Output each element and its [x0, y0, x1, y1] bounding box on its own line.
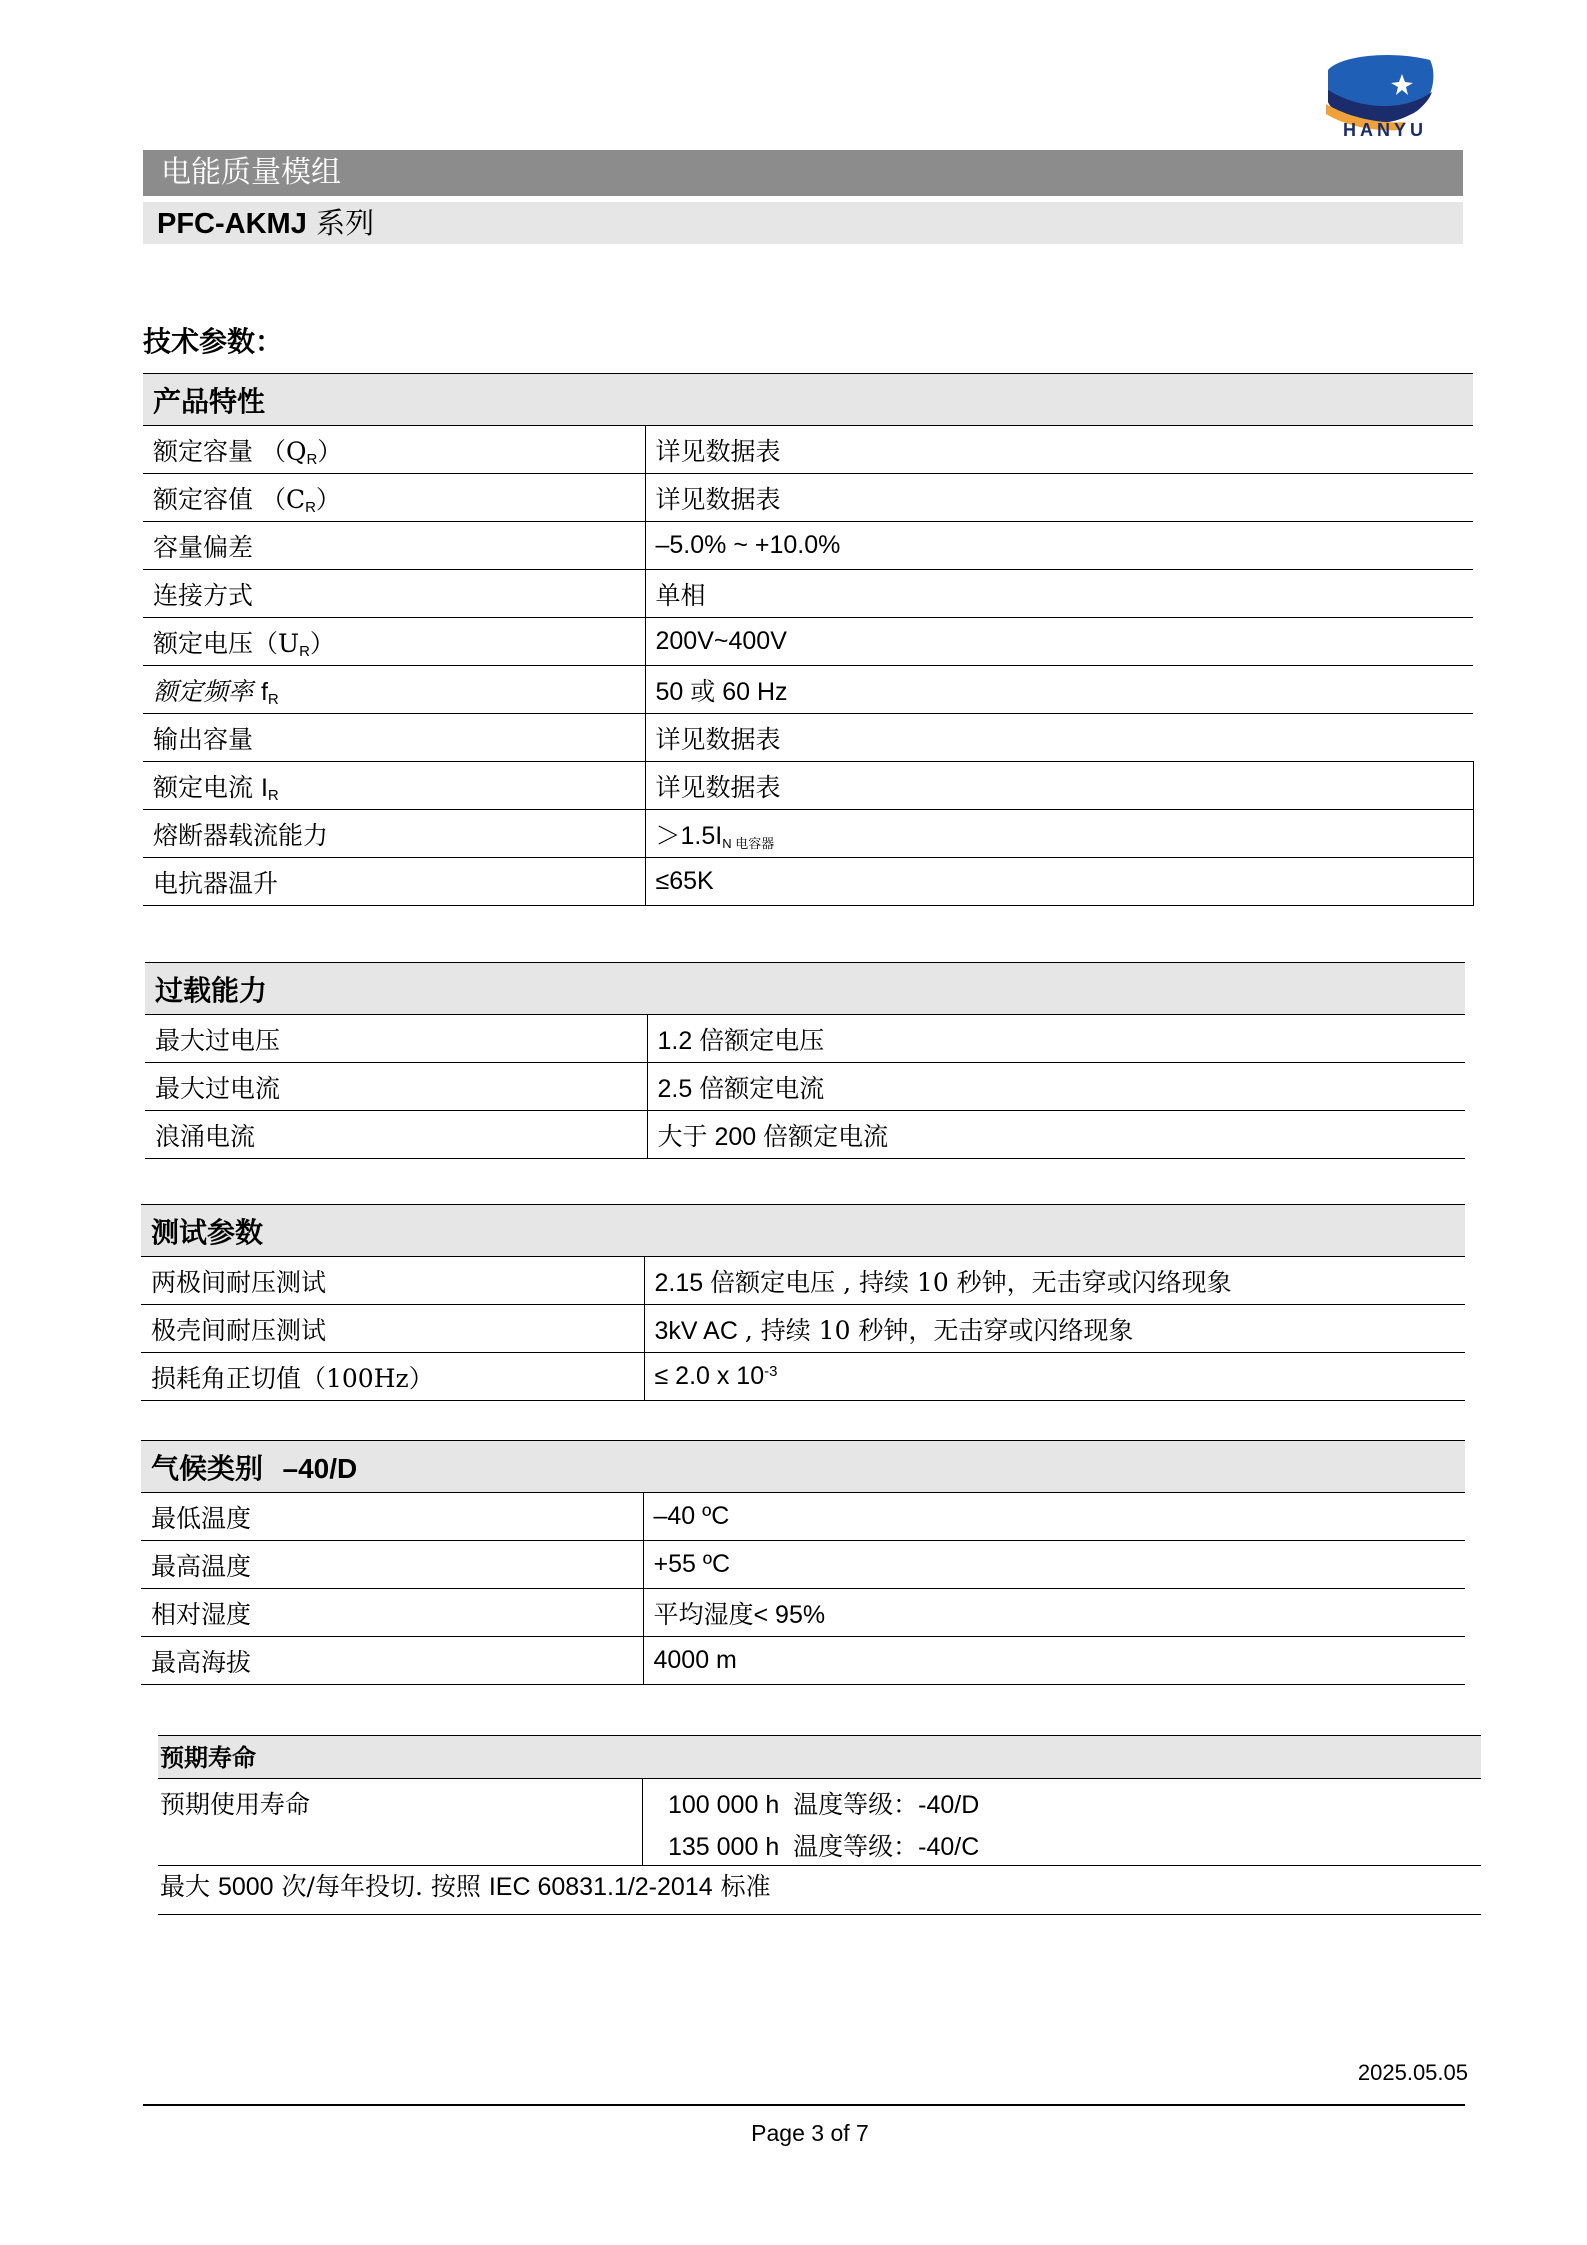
table-row: [141, 1305, 1465, 1353]
life-value-d: 100 000 h 温度等级：-40/D: [668, 1790, 980, 1819]
row-label: 浪涌电流: [145, 1111, 647, 1159]
test-table: [141, 1204, 1465, 1401]
row-label: 最高海拔: [141, 1637, 643, 1685]
table-row: [141, 1589, 1465, 1637]
life-title: 预期寿命: [158, 1735, 1481, 1779]
row-value: $>1.5I_{N 电容器}$: [645, 810, 1473, 858]
row-label: 额定频率 $f_R$: [143, 666, 645, 714]
row-label: 熔断器载流能力: [143, 810, 645, 858]
category-band: 电能质量模组: [143, 150, 1463, 196]
row-label: 最大过电压: [145, 1015, 647, 1063]
table-row: [145, 1111, 1465, 1159]
table-row: [145, 1063, 1465, 1111]
life-value-c: 135 000 h 温度等级：-40/C: [668, 1832, 980, 1861]
row-label: 连接方式: [143, 570, 645, 618]
series-band: [143, 202, 1463, 244]
table-header-row: [141, 1441, 1465, 1493]
row-label: 电抗器温升: [143, 858, 645, 906]
table-row: [141, 1493, 1465, 1541]
row-label: 相对湿度: [141, 1589, 643, 1637]
row-value: 大于 200 倍额定电流: [647, 1111, 1465, 1159]
table-row: [143, 570, 1473, 618]
row-label: 容量偏差: [143, 522, 645, 570]
life-label: 预期使用寿命: [160, 1790, 311, 1819]
product-title: 产品特性: [143, 374, 1473, 426]
row-label: 输出容量: [143, 714, 645, 762]
row-value: 详见数据表: [645, 762, 1473, 810]
table-row: [143, 858, 1473, 906]
column-divider: [642, 1779, 643, 1865]
row-value: 详见数据表: [645, 714, 1473, 762]
row-value: 单相: [645, 570, 1473, 618]
table-row: [145, 1015, 1465, 1063]
document-date: 2025.05.05: [1357, 2060, 1468, 2085]
row-label: 最大过电流: [145, 1063, 647, 1111]
row-label: 额定电压$(U_R)$: [143, 618, 645, 666]
table-row: [143, 426, 1473, 474]
climate-title: 气候类别 –40/D: [141, 1441, 1465, 1493]
table-row: [143, 522, 1473, 570]
row-value: 详见数据表: [645, 474, 1473, 522]
row-value: ≤65K: [645, 858, 1473, 906]
row-label: 损耗角正切值（100Hz）: [141, 1353, 644, 1401]
switching-note: 最大 5000 次/每年投切. 按照 IEC 60831.1/2-2014 标准: [158, 1865, 1481, 1915]
row-label: 额定电流 $I_R$: [143, 762, 645, 810]
row-value: 3kV AC , 持续 10 秒钟，无击穿或闪络现象: [644, 1305, 1465, 1353]
row-value: 2.15 倍额定电压 , 持续 10 秒钟，无击穿或闪络现象: [644, 1257, 1465, 1305]
row-label: 最高温度: [141, 1541, 643, 1589]
row-value: 4000 m: [643, 1637, 1465, 1685]
table-row: [141, 1257, 1465, 1305]
table-row: [143, 762, 1473, 810]
table-header-row: [143, 374, 1473, 426]
table-header-row: [141, 1205, 1465, 1257]
table-row: [141, 1353, 1465, 1401]
series-code: PFC-AKMJ: [157, 208, 307, 240]
table-row: [143, 714, 1473, 762]
row-value: –5.0% ~ +10.0%: [645, 522, 1473, 570]
row-value: 详见数据表: [645, 426, 1473, 474]
row-label: 额定容值 $(C_R)$: [143, 474, 645, 522]
row-value: 2.5 倍额定电流: [647, 1063, 1465, 1111]
table-header-row: [145, 963, 1465, 1015]
overload-table: [145, 962, 1465, 1159]
row-value: ≤ 2.0 x $10^{-3}$: [644, 1353, 1465, 1401]
row-label: 最低温度: [141, 1493, 643, 1541]
row-value: 平均湿度< 95%: [643, 1589, 1465, 1637]
table-row: [141, 1541, 1465, 1589]
series-suffix: 系列: [316, 206, 375, 240]
overload-title: 过载能力: [145, 963, 1465, 1015]
section-heading: 技术参数：: [143, 325, 284, 358]
footer-divider: [143, 2104, 1465, 2106]
table-row: [143, 810, 1473, 858]
page-number: Page 3 of 7: [751, 2120, 869, 2146]
row-label: 额定容量 $(Q_R)$: [143, 426, 645, 474]
row-value: 50 或 60 Hz: [645, 666, 1473, 714]
row-value: 200V~400V: [645, 618, 1473, 666]
row-value: +55 ºC: [643, 1541, 1465, 1589]
row-value: 1.2 倍额定电压: [647, 1015, 1465, 1063]
life-row: [158, 1779, 1481, 1866]
table-row: [143, 618, 1473, 666]
row-label: 极壳间耐压测试: [141, 1305, 644, 1353]
table-row: [143, 666, 1473, 714]
product-table: [143, 373, 1474, 906]
table-row: [141, 1637, 1465, 1685]
row-label: 两极间耐压测试: [141, 1257, 644, 1305]
brand-wordmark: HANYU: [1342, 120, 1427, 140]
test-title: 测试参数: [141, 1205, 1465, 1257]
climate-table: [141, 1440, 1465, 1685]
row-value: –40 ºC: [643, 1493, 1465, 1541]
table-row: [143, 474, 1473, 522]
